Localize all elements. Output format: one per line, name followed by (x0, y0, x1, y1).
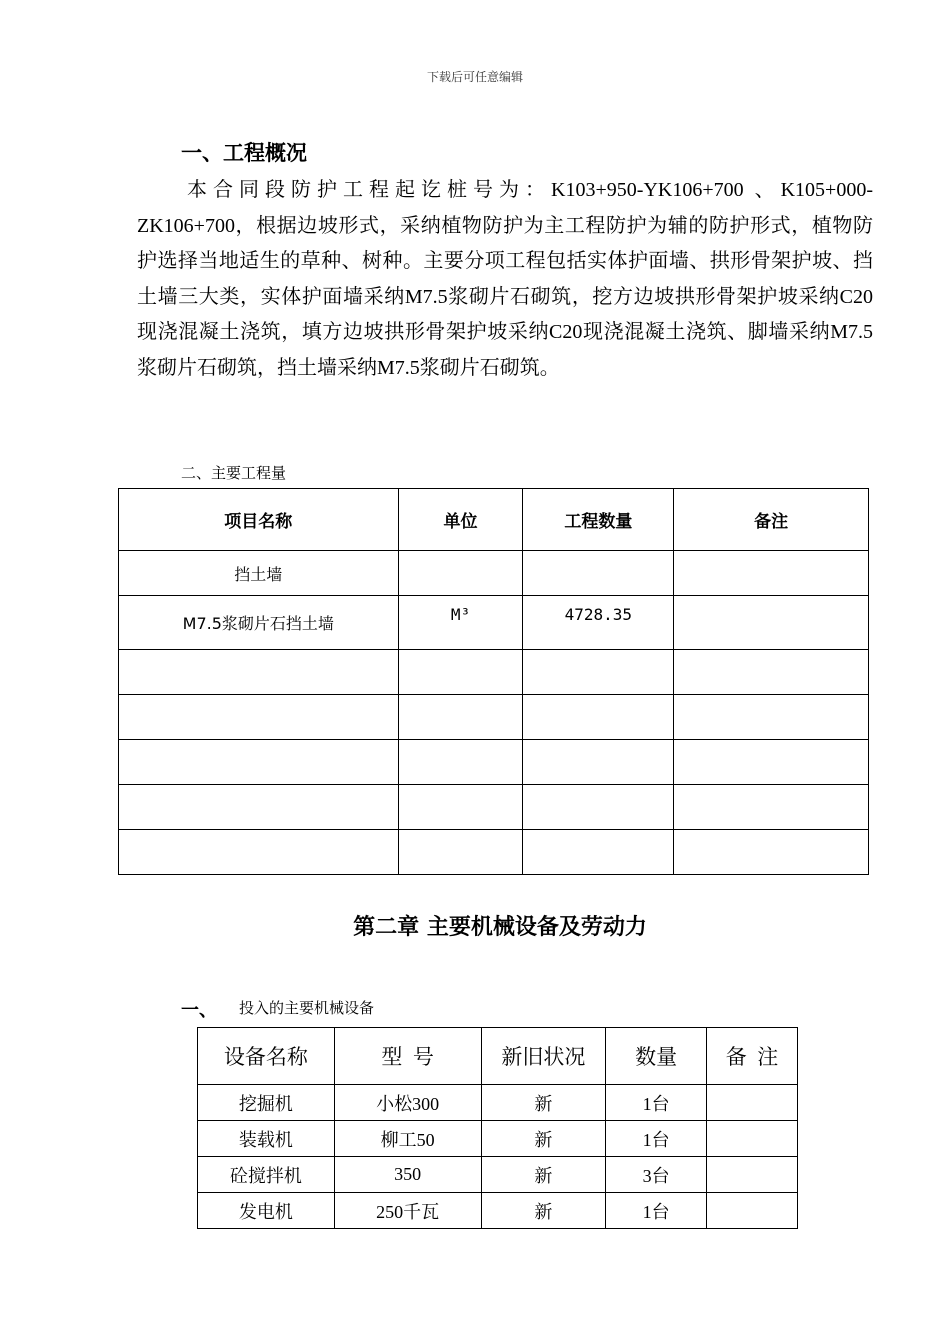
table-cell (707, 1085, 798, 1121)
table-cell: 新 (481, 1193, 606, 1229)
table-cell: 350 (334, 1157, 481, 1193)
table-cell (674, 551, 869, 596)
table-row (119, 551, 869, 596)
table-cell (523, 830, 674, 875)
column-header: 单位 (398, 489, 523, 551)
table-cell (119, 650, 399, 695)
table-cell: 1台 (606, 1193, 707, 1229)
table-cell (707, 1157, 798, 1193)
table-cell (523, 785, 674, 830)
table-cell: 砼搅拌机 (198, 1157, 335, 1193)
table-header-row (119, 489, 869, 551)
table-cell: 250千瓦 (334, 1193, 481, 1229)
section-title-overview: 一、工程概况 (181, 141, 307, 165)
table-cell: 4728.35 (523, 596, 674, 650)
table-cell (119, 695, 399, 740)
equipment-table (197, 1027, 798, 1229)
table-cell: 3台 (606, 1157, 707, 1193)
column-header: 数量 (606, 1028, 707, 1085)
table-cell: 1台 (606, 1121, 707, 1157)
subsection-title: 投入的主要机械设备 (239, 999, 375, 1017)
table-row (119, 785, 869, 830)
table-cell (707, 1121, 798, 1157)
column-header: 工程数量 (523, 489, 674, 551)
table-row (119, 650, 869, 695)
table-cell (523, 650, 674, 695)
table-cell (398, 695, 523, 740)
column-header: 设备名称 (198, 1028, 335, 1085)
quantities-table (118, 488, 869, 875)
table-cell (674, 830, 869, 875)
table-cell (523, 695, 674, 740)
table-cell (119, 785, 399, 830)
table-row (198, 1121, 798, 1157)
column-header: 备注 (674, 489, 869, 551)
table-row (198, 1157, 798, 1193)
table-cell: 发电机 (198, 1193, 335, 1229)
table-cell: 新 (481, 1157, 606, 1193)
table-cell (523, 740, 674, 785)
table-cell (398, 740, 523, 785)
table-cell: 新 (481, 1085, 606, 1121)
table-cell (674, 650, 869, 695)
table-cell: 1台 (606, 1085, 707, 1121)
table-cell: M7.5浆砌片石挡土墙 (119, 596, 399, 650)
table-cell (398, 650, 523, 695)
column-header: 备 注 (707, 1028, 798, 1085)
chapter-title: 第二章 主要机械设备及劳动力 (353, 915, 647, 940)
table-cell (119, 740, 399, 785)
table-cell (398, 785, 523, 830)
table-header-row (198, 1028, 798, 1085)
header-note: 下载后可任意编辑 (426, 70, 523, 84)
column-header: 型 号 (334, 1028, 481, 1085)
table-cell (523, 551, 674, 596)
column-header: 新旧状况 (481, 1028, 606, 1085)
table-row (198, 1193, 798, 1229)
table-row (119, 695, 869, 740)
overview-paragraph (137, 173, 873, 386)
subsection-number: 一、 (181, 1000, 217, 1021)
table-row (198, 1085, 798, 1121)
overview-paragraph-text: 本合同段防护工程起讫桩号为：K103+950-YK106+700 、K105+000-ZK106+700，根据边坡形式，采纳植物防护为主工程防护为辅的防护形式，植物防护选择当地适生的草种、树种。主要分项工程包括实体护面墙、拱形骨架护坡、挡土墙三大类，实体护面墙采纳M7.5浆砌片石砌筑，挖方边坡拱形骨架护坡采纳C20现浇混凝土浇筑，填方边坡拱形骨架护坡采纳C20现浇混凝土浇筑、脚墙采纳M7.5浆砌片石砌筑，挡土墙采纳M7.5浆砌片石砌筑。 (137, 179, 873, 379)
table-cell: 挡土墙 (119, 551, 399, 596)
table-cell (119, 830, 399, 875)
table-cell (674, 785, 869, 830)
section-title-quantities: 二、主要工程量 (181, 464, 287, 482)
table-row (119, 596, 869, 650)
table-cell (674, 695, 869, 740)
table-cell: 小松300 (334, 1085, 481, 1121)
table-cell: 装载机 (198, 1121, 335, 1157)
table-cell (398, 830, 523, 875)
table-cell: 挖掘机 (198, 1085, 335, 1121)
table-row (119, 830, 869, 875)
table-cell (674, 596, 869, 650)
table-cell (707, 1193, 798, 1229)
table-row (119, 740, 869, 785)
table-cell: 新 (481, 1121, 606, 1157)
table-cell: M³ (398, 596, 523, 650)
table-cell (398, 551, 523, 596)
table-cell (674, 740, 869, 785)
table-cell: 柳工50 (334, 1121, 481, 1157)
column-header: 项目名称 (119, 489, 399, 551)
